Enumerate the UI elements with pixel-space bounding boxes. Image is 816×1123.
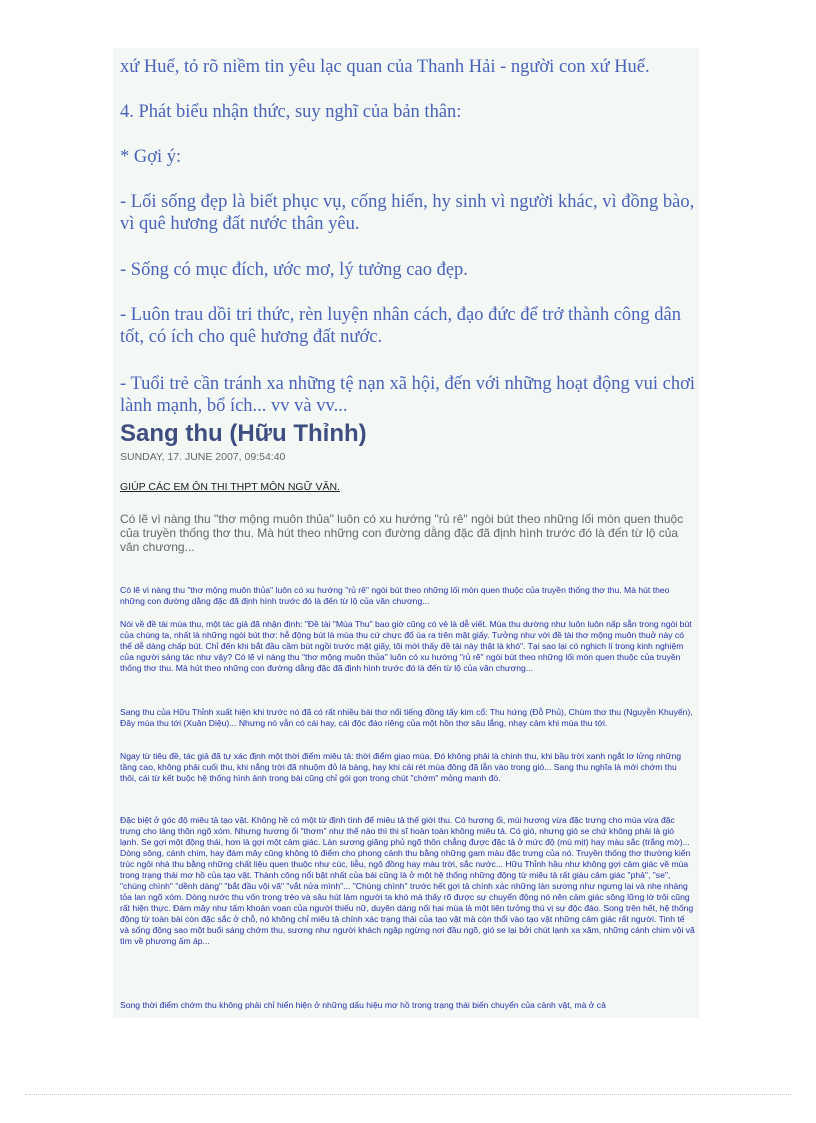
- paragraph-intro-continued: xứ Huế, tỏ rõ niềm tin yêu lạc quan của Thanh Hải - người con xứ Huế.: [120, 57, 650, 77]
- article-paragraph-1: Có lẽ vì nàng thu "thơ mộng muôn thủa" luôn có xu hướng "rủ rê" ngòi bút theo những lối mòn quen thuộc của truyền thống thơ thu. Mà hút theo những con đường dằng đặc đã định hình trước đó là đến từ lộ của văn chương...: [120, 585, 670, 606]
- bullet-purpose: - Sống có mục đích, ước mơ, lý tưởng cao đẹp.: [120, 260, 468, 280]
- article-paragraph-6: Song thời điểm chớm thu không phải chỉ hiển hiện ở những dấu hiệu mơ hồ trong trạng thái biến chuyển của cảnh vật, mà ở cả: [120, 1000, 606, 1010]
- bullet-lifestyle: - Lối sống đẹp là biết phục vụ, cống hiến, hy sinh vì người khác, vì đồng bào, vì quê hương đất nước thân yêu.: [120, 192, 695, 234]
- article-subtitle: GIÚP CÁC EM ÔN THI THPT MÔN NGỮ VĂN.: [120, 481, 340, 493]
- hint-label: * Gợi ý:: [120, 147, 182, 167]
- article-title: Sang thu (Hữu Thỉnh): [120, 420, 367, 447]
- article-intro: Có lẽ vì nàng thu "thơ mộng muôn thủa" luôn có xu hướng "rủ rê" ngòi bút theo những lối mòn quen thuộc của truyền thống thơ thu. Mà hút theo những con đường dằng đặc đã định hình trước đó là đến từ lộ của văn chương...: [120, 512, 684, 554]
- article-paragraph-3: Sang thu của Hữu Thỉnh xuất hiện khi trước nó đã có rất nhiều bài thơ nổi tiếng đồng tấy kim cổ: Thu hứng (Đỗ Phủ), Chùm thơ thu (Nguyễn Khuyến), Đây mùa thu tới (Xuân Diệu)... Nhưng nó vẫn có cái hay, cái độc đáo riêng của một hồn thơ sâu lắng, nhạy cảm khi mùa thu tới.: [120, 707, 693, 728]
- section-heading-4: 4. Phát biểu nhận thức, suy nghĩ của bản thân:: [120, 102, 462, 122]
- article-paragraph-2: Nói về đề tài mùa thu, một tác giả đã nhận định: "Đề tài "Mùa Thu" bao giờ cũng có vẻ là dễ viết. Mùa thu dường như luôn luôn nấp sẵn trong ngòi bút của chúng ta, nhất là những ngòi bút thơ: hễ động bút là mùa thu cứ chực đổ ùa ra trên mặt giấy. Tưởng như với đề tài thơ mộng muôn thuở này có thể dễ dàng chấp bút. Chỉ đến khi bắt đầu cầm bút ngồi trước mặt giấy, tôi mới thấy đề tài này thật là khó". Tại sao lại có nghịch lí trong kinh nghiệm của người sáng tác như vậy? Có lẽ vì nàng thu "thơ mộng muôn thủa" luôn có xu hướng "rủ rê" ngòi bút theo những lối mòn quen thuộc của truyền thống thơ thu. Mà hút theo những con đường dằng đặc đã định hình trước đó là đến từ lộ của văn chương...: [120, 619, 692, 673]
- article-paragraph-5: Đặc biệt ở góc độ miêu tả tạo vật. Không hề có một từ định tính để miêu tả thế giới thu. Có hương ổi, mùi hương vừa đặc trưng cho mùa vừa đặc trưng cho làng thôn ngõ xóm. Nhưng hương ổi "thơm" như thế nào thì thi sĩ hoàn toàn không miêu tả. Có gió, nhưng gió se chứ không phải là gió lạnh. Se gợi một động thái, hơn là gợi một cảm giác. Làn sương giăng phủ ngõ thôn chẳng được đặc tả ở mức độ (mù mịt) hay màu sắc (trắng mờ)... Dòng sông, cánh chim, hay đám mây cũng không tô điểm cho phong cảnh thu bằng những gam màu đặc trưng của nó. Truyền thống thơ thường kiến trúc ngôi nhà thu bằng những chất liệu quen thuộc như cúc, liễu, ngô đồng hay màu trời, sắc nước... Hữu Thỉnh hầu như không gợi cảm giác về mùa trong trạng thái mơ hồ của tạo vật. Thành công nổi bật nhất của bài cũng là ở một hệ thống những động từ miêu tả rất giàu cảm giác "phả", "se", "chùng chình" "dềnh dàng" "bắt đầu vội vã" "vắt nửa mình"... "Chùng chình" trước hết gợi tả chính xác những làn sương như ngưng lại và nhẹ nhàng tỏa lan ngõ xóm. Dòng nước thu vốn trong trẻo và sâu hút làm người ta khó mà thấy rõ được sự chuyển động nó nên cảm giác sông lững lờ trôi cũng rất hiện thực. Đám mây như tấm khoản voan của người thiếu nữ, duyên dáng nối hai mùa là một liên tưởng thú vị sự độc đáo. Song trên hết, hệ thống động từ toàn bài còn đặc sắc ở chỗ, nó không chỉ miêu tả chính xác trạng thái của tạo vật mà còn thổi vào tạo vật những cảm giác rất người. Tinh tế và sống động sao một buổi sáng chớm thu, sương như người khách ngập ngừng nơi đầu ngõ, gió se lại bởi chút lạnh xa xăm, những cánh chim vội vã tìm về phương ấm áp...: [120, 815, 695, 946]
- bullet-knowledge: - Luôn trau dồi tri thức, rèn luyện nhân cách, đạo đức để trở thành công dân tốt, có ích cho quê hương đất nước.: [120, 305, 682, 347]
- bullet-youth: - Tuổi trẻ cần tránh xa những tệ nạn xã hội, đến với những hoạt động vui chơi lành mạnh, bổ ích... vv và vv...: [120, 374, 695, 416]
- article-paragraph-4: Ngay từ tiêu đề, tác giả đã tự xác định một thời điểm miêu tả: thời điểm giao mùa. Đó không phải là chính thu, khi bầu trời xanh ngắt lơ lửng những tầng cao, không phải cuối thu, khi nắng trời đã nhuộm đỏ lá bàng, hay khi cái rét mùa đông đã lẫn vào trong gió... Sang thu nghĩa là mới chớm thu thôi, cái từ kết buộc hệ thống hình ảnh trong bài cũng chỉ gói gọn trong chút "chớm" mỏng manh đó.: [120, 751, 682, 783]
- article-date: SUNDAY, 17. JUNE 2007, 09:54:40: [120, 451, 286, 463]
- page-footer-divider: [25, 1094, 791, 1095]
